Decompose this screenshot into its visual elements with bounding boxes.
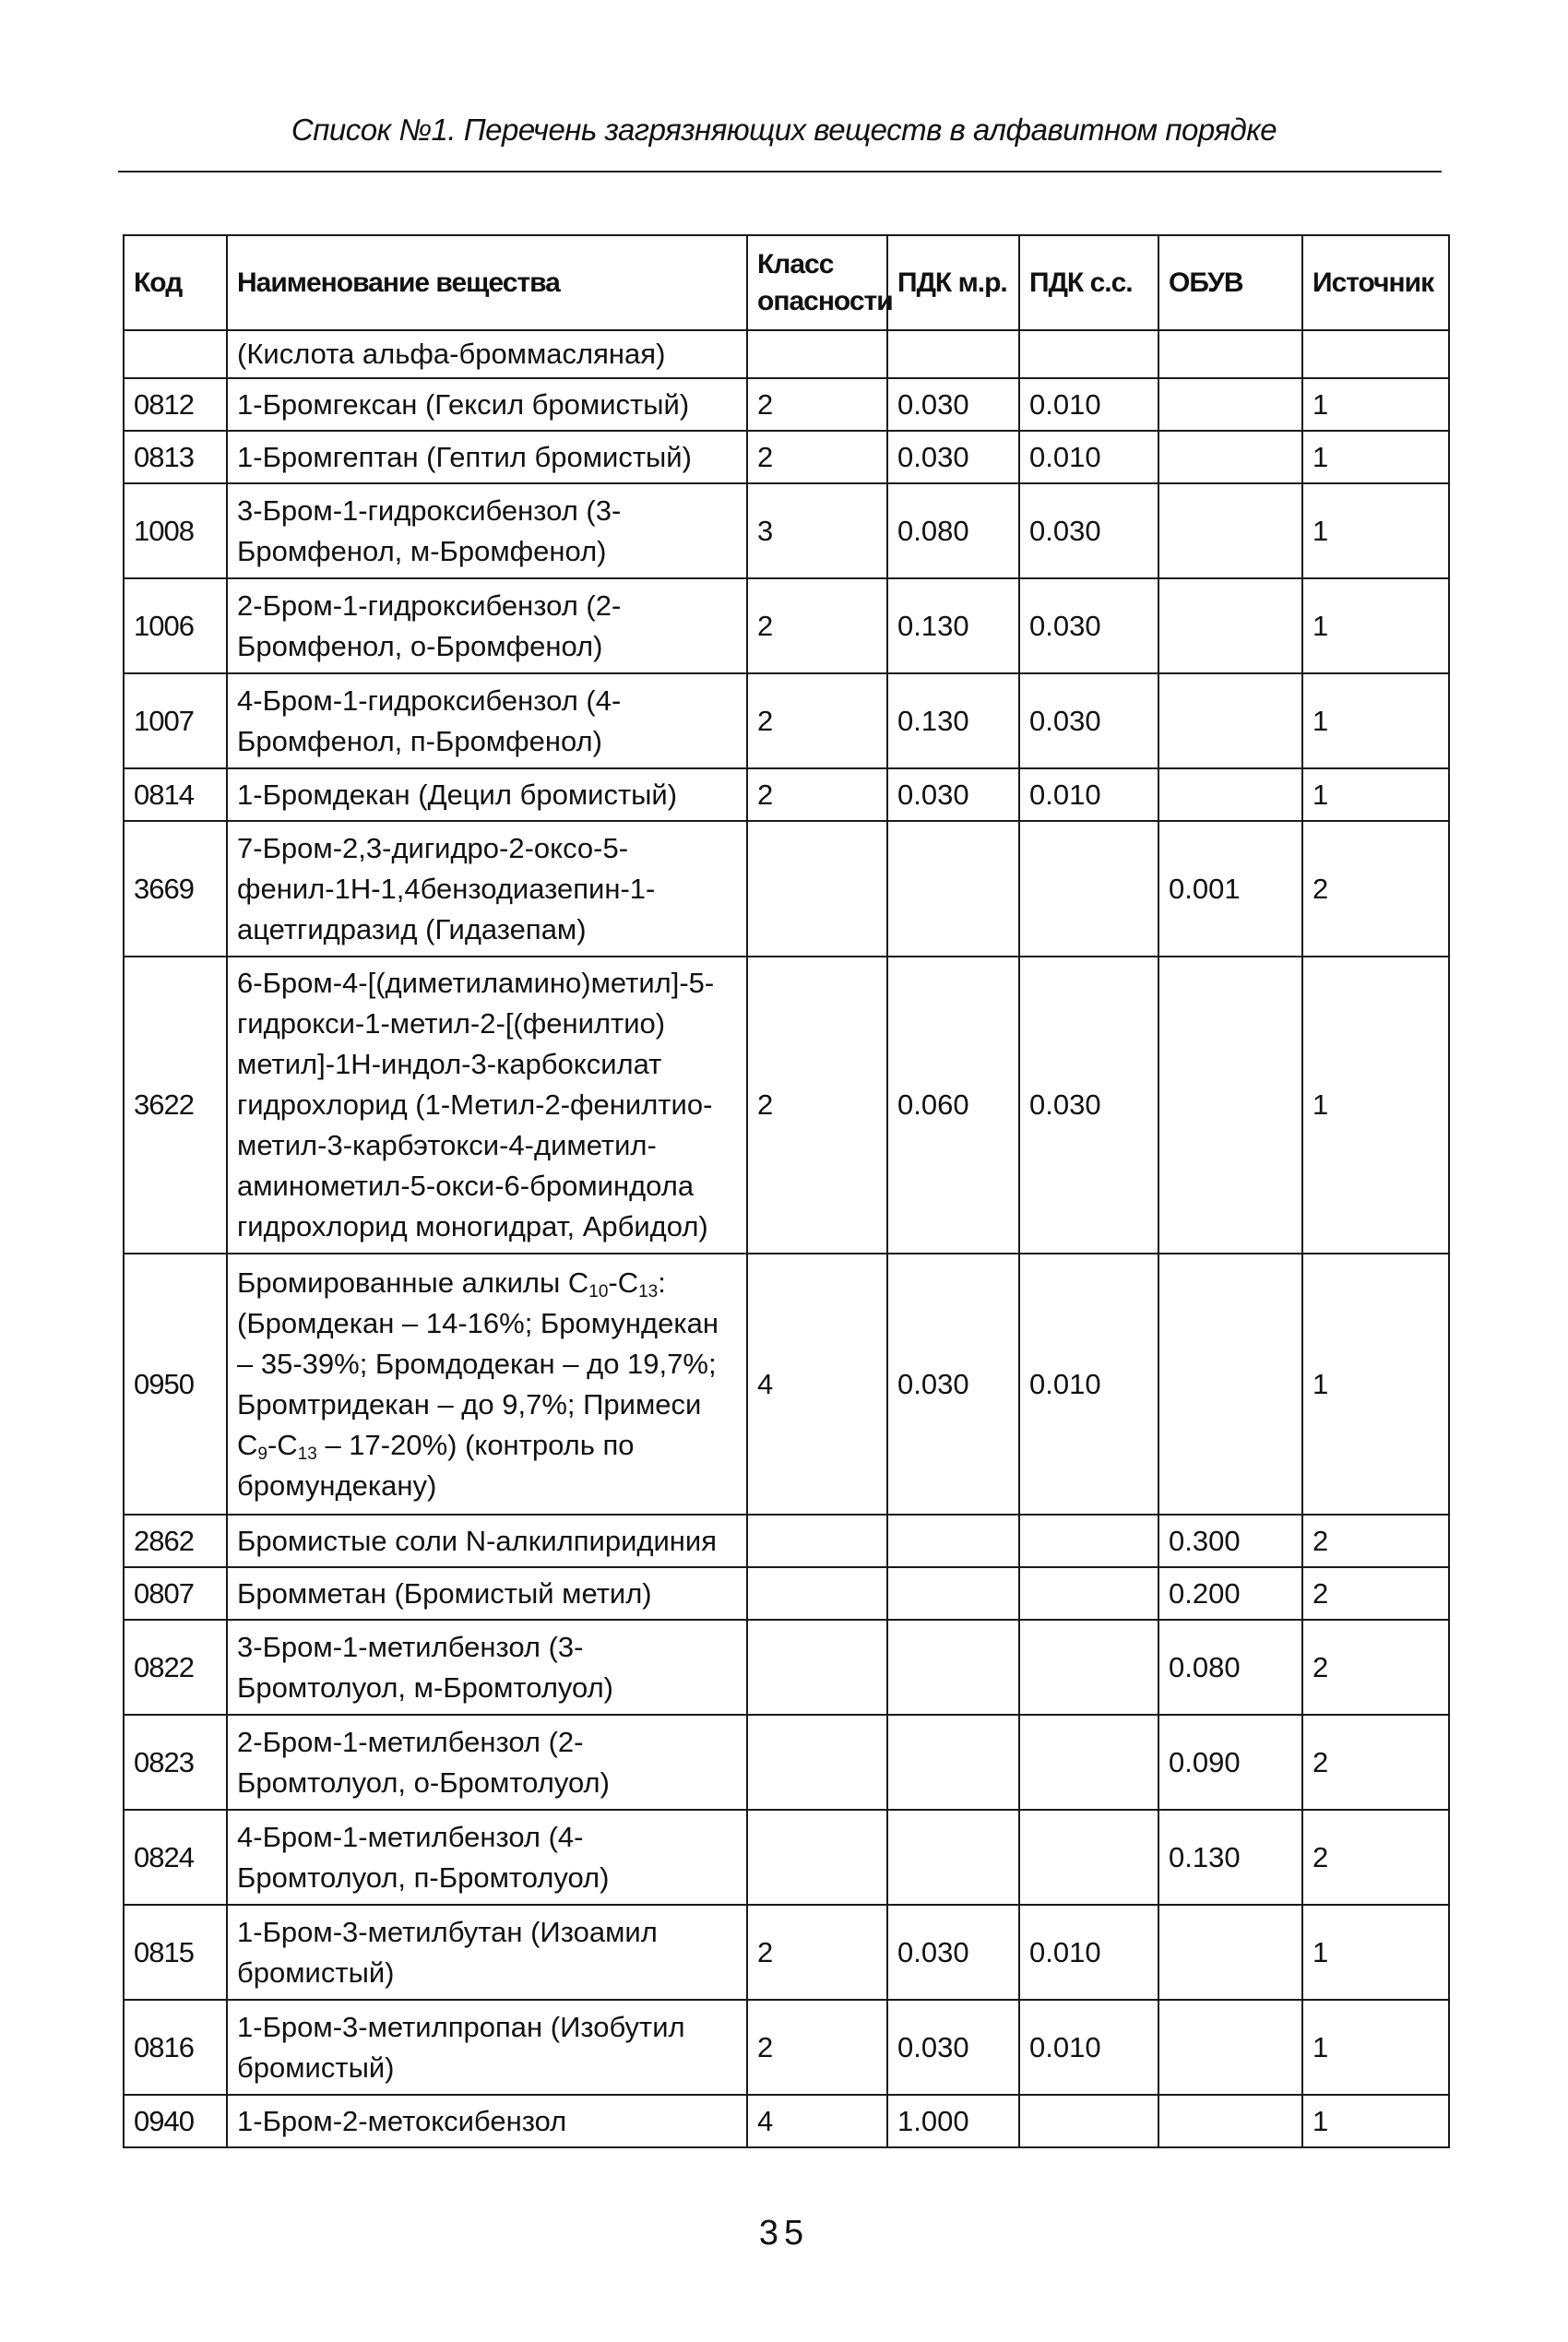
cell-pdk-ss: 0.030 [1019,483,1158,578]
cell-obuv [1158,768,1302,821]
cell-pdk-ss [1019,1810,1158,1905]
cell-substance-name: 1-Бромгексан (Гексил бромистый) [227,378,747,431]
cell-source: 1 [1302,957,1449,1254]
cell-hazard-class [747,821,887,957]
cell-pdk-ss [1019,821,1158,957]
cell-hazard-class: 2 [747,673,887,768]
cell-code: 0812 [124,378,227,431]
cell-pdk-ss [1019,1620,1158,1715]
table-row [124,1905,1449,2000]
cell-pdk-mr: 0.030 [887,768,1019,821]
cell-substance-name: 3-Бром-1-гидроксибензол (3-Бромфенол, м-Бромфенол) [227,483,747,578]
cell-source: 2 [1302,1515,1449,1567]
cell-hazard-class [747,1715,887,1810]
table-row [124,1567,1449,1620]
cell-pdk-mr: 0.130 [887,578,1019,673]
cell-code: 3669 [124,821,227,957]
cell-pdk-mr: 0.030 [887,1254,1019,1515]
cell-obuv: 0.080 [1158,1620,1302,1715]
cell-code: 1008 [124,483,227,578]
cell-hazard-class: 2 [747,768,887,821]
cell-source: 1 [1302,673,1449,768]
cell-substance-name: 2-Бром-1-гидроксибензол (2-Бромфенол, о-Бромфенол) [227,578,747,673]
cell-hazard-class [747,1810,887,1905]
cell-substance-name: 1-Бром-3-метилпропан (Изобутил бромистый) [227,2000,747,2095]
name-text: -C [267,1428,298,1461]
cell-substance-name: Бромистые соли N-алкилпиридиния [227,1515,747,1567]
column-header-pdk-ss: ПДК с.с. [1019,235,1158,330]
cell-hazard-class: 4 [747,2095,887,2147]
cell-code: 0816 [124,2000,227,2095]
table-row [124,330,1449,378]
cell-source: 1 [1302,431,1449,483]
cell-pdk-mr: 0.080 [887,483,1019,578]
table-row [124,431,1449,483]
cell-obuv [1158,1905,1302,2000]
cell-hazard-class: 2 [747,1905,887,2000]
page-number: 35 [758,2214,810,2253]
cell-obuv: 0.001 [1158,821,1302,957]
cell-code: 1006 [124,578,227,673]
table-row [124,957,1449,1254]
cell-source [1302,330,1449,378]
cell-pdk-ss: 0.030 [1019,673,1158,768]
cell-source: 1 [1302,378,1449,431]
cell-code: 0940 [124,2095,227,2147]
cell-pdk-ss: 0.030 [1019,957,1158,1254]
cell-source: 1 [1302,1905,1449,2000]
cell-source: 1 [1302,2000,1449,2095]
cell-hazard-class: 2 [747,431,887,483]
cell-pdk-mr: 0.030 [887,431,1019,483]
cell-obuv [1158,578,1302,673]
cell-pdk-ss [1019,1715,1158,1810]
cell-code: 0823 [124,1715,227,1810]
cell-substance-name: 4-Бром-1-гидроксибензол (4-Бромфенол, п-Бромфенол) [227,673,747,768]
subscript-text: 10 [588,1281,609,1302]
cell-pdk-ss: 0.010 [1019,1254,1158,1515]
cell-hazard-class [747,1620,887,1715]
cell-hazard-class: 2 [747,957,887,1254]
table-row [124,1515,1449,1567]
cell-pdk-mr: 0.030 [887,2000,1019,2095]
cell-substance-name: 1-Бромдекан (Децил бромистый) [227,768,747,821]
table-body [124,330,1449,2147]
cell-hazard-class [747,1515,887,1567]
name-text: : (Бромдекан – 14-16%; Бромундекан – 35-39%; Бромдодекан – до 19,7%; Бромтридекан – до 9,7%; Примеси C [237,1266,719,1461]
cell-code: 3622 [124,957,227,1254]
cell-pdk-ss: 0.010 [1019,768,1158,821]
cell-pdk-mr [887,1515,1019,1567]
cell-substance-name: 2-Бром-1-метилбензол (2-Бромтолуол, о-Бромтолуол) [227,1715,747,1810]
table-row [124,1810,1449,1905]
cell-pdk-ss [1019,330,1158,378]
cell-code: 0950 [124,1254,227,1515]
cell-obuv [1158,431,1302,483]
cell-pdk-ss: 0.010 [1019,2000,1158,2095]
table-header-row [124,235,1449,330]
cell-substance-name [227,1254,747,1515]
cell-pdk-ss [1019,1567,1158,1620]
cell-pdk-mr: 1.000 [887,2095,1019,2147]
cell-source: 2 [1302,821,1449,957]
cell-pdk-mr [887,1567,1019,1620]
cell-pdk-mr: 0.030 [887,378,1019,431]
cell-source: 1 [1302,768,1449,821]
table-row [124,483,1449,578]
subscript-text: 13 [638,1281,659,1302]
column-header-hazard-class-line2: опасности [757,285,893,316]
table-row [124,1254,1449,1515]
cell-obuv [1158,1254,1302,1515]
cell-obuv: 0.130 [1158,1810,1302,1905]
cell-pdk-ss [1019,2095,1158,2147]
cell-obuv [1158,957,1302,1254]
cell-obuv: 0.300 [1158,1515,1302,1567]
cell-code: 0807 [124,1567,227,1620]
cell-source: 2 [1302,1567,1449,1620]
cell-substance-name: 1-Бромгептан (Гептил бромистый) [227,431,747,483]
cell-pdk-mr: 0.030 [887,1905,1019,2000]
name-text: Бромированные алкилы C [237,1266,589,1299]
page-header: Список №1. Перечень загрязняющих веществ в алфавитном порядке [291,113,1277,147]
table-row [124,578,1449,673]
cell-obuv [1158,673,1302,768]
cell-obuv [1158,378,1302,431]
cell-source: 2 [1302,1810,1449,1905]
subscript-text: 9 [257,1444,267,1464]
cell-substance-name: (Кислота альфа-броммасляная) [227,330,747,378]
cell-hazard-class [747,1567,887,1620]
cell-source: 1 [1302,2095,1449,2147]
name-text: – 17-20%) (контроль по бромундекану) [237,1428,635,1502]
cell-pdk-mr [887,330,1019,378]
table-row [124,821,1449,957]
cell-pdk-mr [887,1620,1019,1715]
header-divider [118,171,1442,172]
substances-table [123,234,1450,2148]
subscript-text: 13 [297,1444,317,1464]
cell-source: 1 [1302,1254,1449,1515]
cell-hazard-class: 2 [747,578,887,673]
table-row [124,673,1449,768]
cell-hazard-class: 2 [747,2000,887,2095]
cell-obuv: 0.200 [1158,1567,1302,1620]
cell-substance-name: 6-Бром-4-[(диметиламино)метил]-5-гидрокси-1-метил-2-[(фенилтио) метил]-1Н-индол-3-карбоксилат гидрохлорид (1-Метил-2-фенилтио-метил-3-карбэтокси-4-диметил-аминометил-5-окси-6-броминдола гидрохлорид моногидрат, Арбидол) [227,957,747,1254]
cell-substance-name: 1-Бром-2-метоксибензол [227,2095,747,2147]
cell-code: 0813 [124,431,227,483]
cell-obuv [1158,483,1302,578]
column-header-obuv: ОБУВ [1158,235,1302,330]
cell-obuv [1158,2095,1302,2147]
cell-pdk-ss: 0.010 [1019,378,1158,431]
cell-source: 2 [1302,1715,1449,1810]
cell-pdk-mr: 0.060 [887,957,1019,1254]
cell-substance-name: 4-Бром-1-метилбензол (4-Бромтолуол, п-Бромтолуол) [227,1810,747,1905]
cell-substance-name: 3-Бром-1-метилбензол (3-Бромтолуол, м-Бромтолуол) [227,1620,747,1715]
cell-pdk-mr: 0.130 [887,673,1019,768]
cell-source: 1 [1302,483,1449,578]
cell-obuv: 0.090 [1158,1715,1302,1810]
table-row [124,378,1449,431]
column-header-source: Источник [1302,235,1449,330]
table-row [124,2095,1449,2147]
cell-code: 1007 [124,673,227,768]
cell-pdk-ss: 0.030 [1019,578,1158,673]
cell-code: 0815 [124,1905,227,2000]
cell-hazard-class: 4 [747,1254,887,1515]
cell-obuv [1158,2000,1302,2095]
table-row [124,1620,1449,1715]
column-header-hazard-class [747,235,893,330]
cell-hazard-class: 2 [747,378,887,431]
cell-pdk-ss [1019,1515,1158,1567]
table-row [124,1715,1449,1810]
cell-code [124,330,227,378]
cell-pdk-ss: 0.010 [1019,431,1158,483]
cell-pdk-mr [887,1715,1019,1810]
table-row [124,2000,1449,2095]
cell-substance-name: 7-Бром-2,3-дигидро-2-оксо-5-фенил-1Н-1,4бензодиазепин-1-ацетгидразид (Гидазепам) [227,821,747,957]
cell-pdk-ss: 0.010 [1019,1905,1158,2000]
cell-pdk-mr [887,1810,1019,1905]
cell-code: 0824 [124,1810,227,1905]
column-header-hazard-class-line1: Класс [757,248,834,279]
cell-obuv [1158,330,1302,378]
name-text: -C [608,1266,639,1299]
column-header-name: Наименование вещества [227,235,747,330]
cell-hazard-class: 3 [747,483,887,578]
cell-substance-name: Бромметан (Бромистый метил) [227,1567,747,1620]
cell-hazard-class [747,330,887,378]
cell-code: 0822 [124,1620,227,1715]
cell-code: 0814 [124,768,227,821]
cell-source: 2 [1302,1620,1449,1715]
column-header-code: Код [124,235,227,330]
table-row [124,768,1449,821]
cell-source: 1 [1302,578,1449,673]
cell-pdk-mr [887,821,1019,957]
column-header-pdk-mr: ПДК м.р. [887,235,1019,330]
cell-code: 2862 [124,1515,227,1567]
cell-substance-name: 1-Бром-3-метилбутан (Изоамил бромистый) [227,1905,747,2000]
